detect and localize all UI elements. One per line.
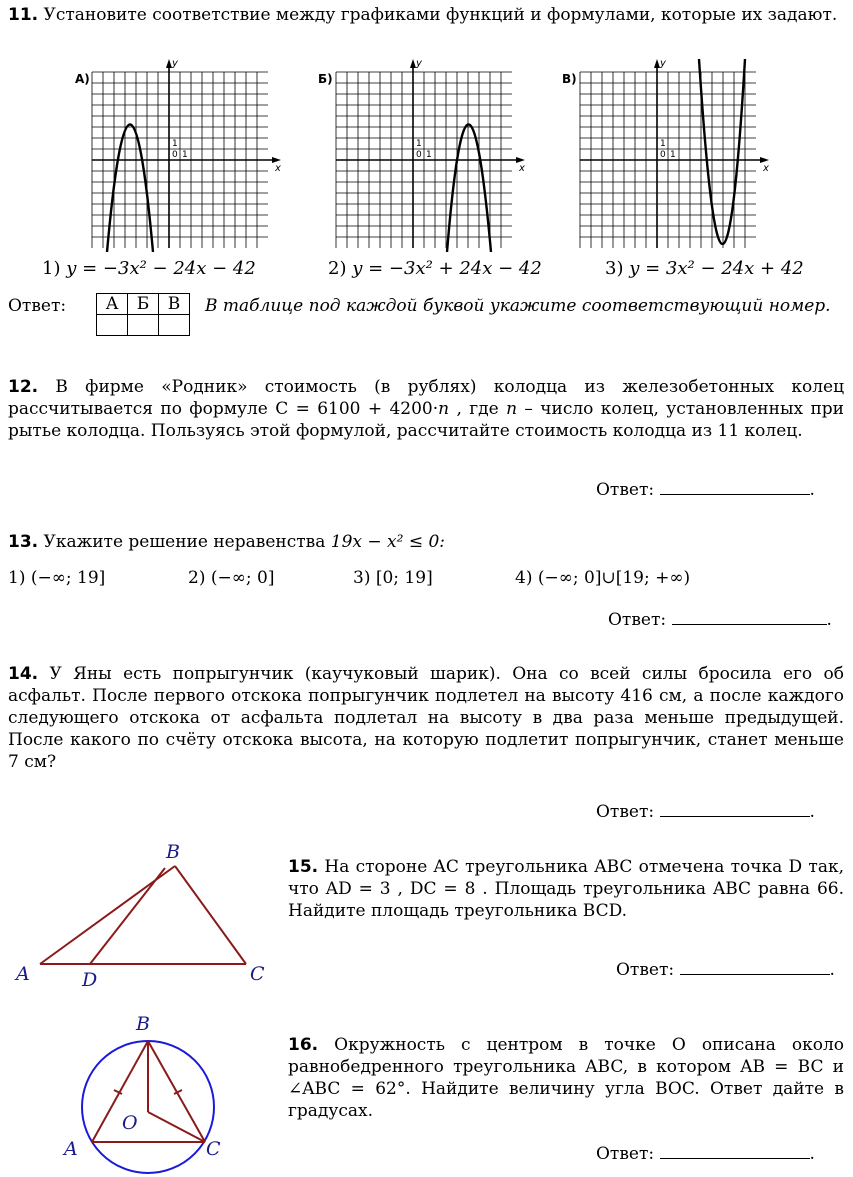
graph-v-one-y: 1 (660, 139, 666, 149)
graph-a-zero: 0 (172, 150, 178, 160)
q11-answer-label: Ответ: (8, 296, 67, 316)
q13-option-3: 3) [0; 19] (353, 568, 433, 588)
q13-inequality: 19x − x² ≤ 0: (330, 532, 446, 552)
graph-v-x-label: x (763, 163, 769, 174)
q12-answer-blank[interactable] (660, 478, 810, 495)
q14-answer: Ответ: . (596, 802, 815, 822)
q16-statement (288, 1034, 844, 1122)
q16-answer-label: Ответ: (596, 1144, 655, 1164)
q15-label-d: D (82, 969, 98, 988)
q15-label-a: A (16, 963, 30, 985)
graph-b-zero: 0 (416, 150, 422, 160)
q13-statement (8, 531, 844, 553)
q15-answer-label: Ответ: (616, 960, 675, 980)
q15-number: 15. (288, 857, 319, 877)
graph-v-parabola (699, 59, 745, 244)
q11-option-1-formula: y = −3x² − 24x − 42 (66, 258, 256, 279)
q15-answer-blank[interactable] (680, 958, 830, 975)
q12-text-c: – число колец, установленных при рытье колодца. Пользуясь этой формулой, рассчитайте стоимость колодца из 11 колец. (8, 399, 844, 441)
q15-label-b: B (166, 841, 180, 863)
q16-number: 16. (288, 1035, 319, 1055)
q12-number: 12. (8, 377, 39, 397)
q11-number: 11. (8, 5, 39, 25)
q16-side-ab (92, 1041, 148, 1142)
q14-text: У Яны есть попрыгунчик (каучуковый шарик). Она со всей силы бросила его об асфальт. После первого отскока попрыгунчик подлетел на высоту 416 см, а после каждого следующего отскока от асфальта подлетал на высоту в два раза меньше предыдущей. После какого по счёту отскока высота, на которую подлетит попрыгунчик, станет меньше 7 см? (8, 664, 844, 772)
graph-v-y-label: y (660, 58, 666, 69)
q11-answer-cell-a[interactable] (97, 315, 128, 336)
graph-v-label: В) (562, 72, 577, 86)
q12-text-b: , где (449, 399, 507, 419)
q16-answer-blank[interactable] (660, 1142, 810, 1159)
graph-b-one-y: 1 (416, 139, 422, 149)
q13-answer-label: Ответ: (608, 610, 667, 630)
graph-a-label: А) (75, 72, 90, 86)
graph-b-one-x: 1 (426, 150, 432, 160)
q11-option-2-formula: y = −3x² + 24x − 42 (352, 258, 542, 279)
q11-option-2-num: 2) (328, 258, 347, 279)
q13-answer: Ответ: . (608, 610, 832, 630)
q15-triangle-figure (10, 838, 280, 988)
graph-a-y-label: y (172, 58, 178, 69)
graph-a-x-label: x (275, 163, 281, 174)
q15-side-bc (175, 866, 246, 964)
q12-answer-label: Ответ: (596, 480, 655, 500)
q16-label-b: B (136, 1013, 150, 1035)
q16-label-a: A (64, 1138, 78, 1160)
q15-text: На стороне AC треугольника ABC отмечена точка D так, что AD = 3 , DC = 8 . Площадь треугольника ABC равна 66. Найдите площадь треугольника BCD. (288, 857, 844, 921)
graph-b-y-label: y (416, 58, 422, 69)
q16-label-o: O (122, 1112, 138, 1134)
q11-option-3-formula: y = 3x² − 24x + 42 (629, 258, 804, 279)
q11-header-v: В (159, 294, 190, 315)
q11-text: Установите соответствие между графиками функций и формулами, которые их задают. (43, 5, 838, 25)
q15-segment-bd (90, 868, 165, 964)
q13-option-2: 2) (−∞; 0] (188, 568, 275, 588)
q12-statement (8, 376, 844, 442)
q15-statement (288, 856, 844, 922)
q16-text: Окружность с центром в точке O описана около равнобедренного треугольника ABC, в котором AB = BC и ∠ABC = 62°. Найдите величину угла BOC. Ответ дайте в градусах. (288, 1035, 844, 1121)
q14-statement (8, 663, 844, 773)
q16-circle-figure (22, 1012, 232, 1177)
q11-answer-cell-v[interactable] (159, 315, 190, 336)
graph-b (334, 56, 526, 252)
q11-option-3 (605, 258, 804, 279)
graph-v-zero: 0 (660, 150, 666, 160)
q16-answer: Ответ: . (596, 1144, 815, 1164)
q12-n2: n (506, 399, 518, 419)
q11-header-b: Б (128, 294, 159, 315)
q11-option-1 (42, 258, 256, 279)
graph-v (578, 56, 770, 252)
graph-a-one-y: 1 (172, 139, 178, 149)
graph-b-parabola (447, 125, 491, 253)
q13-option-1: 1) (−∞; 19] (8, 568, 106, 588)
graph-b-label: Б) (318, 72, 333, 86)
q14-answer-blank[interactable] (660, 800, 810, 817)
q12-n: n (438, 399, 450, 419)
q13-number: 13. (8, 532, 39, 552)
q11-option-2 (328, 258, 542, 279)
q12-answer: Ответ: . (596, 480, 815, 500)
q15-label-c: C (250, 963, 265, 985)
q13-answer-blank[interactable] (672, 608, 827, 625)
q14-number: 14. (8, 664, 39, 684)
q13-text: Укажите решение неравенства (43, 532, 331, 552)
q14-answer-label: Ответ: (596, 802, 655, 822)
q11-instruction: В таблице под каждой буквой укажите соответствующий номер. (205, 296, 831, 316)
graph-b-x-label: x (519, 163, 525, 174)
graph-a (90, 56, 282, 252)
graph-a-one-x: 1 (182, 150, 188, 160)
q12-text-a: В фирме «Родник» стоимость (в рублях) колодца из железобетонных колец рассчитывается по формуле C = 6100 + 4200· (8, 377, 845, 419)
q15-answer: Ответ: . (616, 960, 835, 980)
q16-label-c: C (206, 1138, 221, 1160)
graph-v-one-x: 1 (670, 150, 676, 160)
q11-answer-table (96, 293, 190, 336)
q11-answer-cell-b[interactable] (128, 315, 159, 336)
q11-option-1-num: 1) (42, 258, 61, 279)
q11-option-3-num: 3) (605, 258, 624, 279)
q13-option-4: 4) (−∞; 0]∪[19; +∞) (515, 568, 691, 588)
q11-statement (8, 4, 844, 26)
q11-header-a: А (97, 294, 128, 315)
